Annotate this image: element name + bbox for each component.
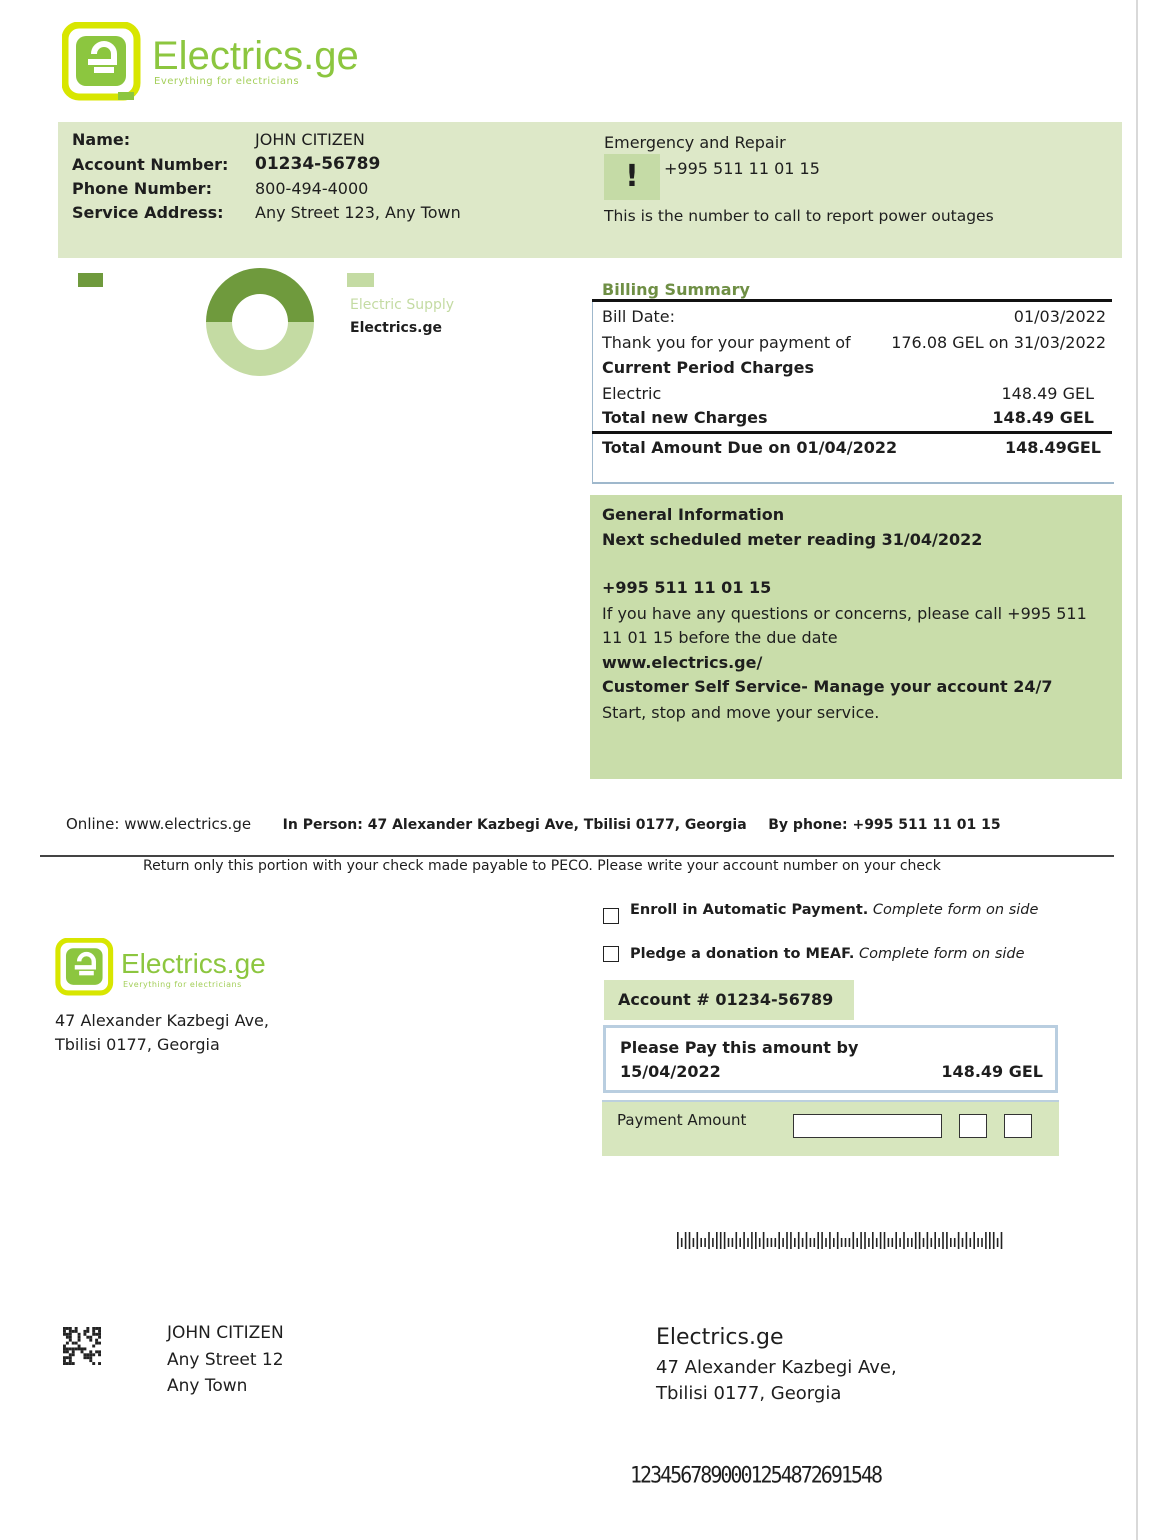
payment-amount-panel xyxy=(602,1100,1059,1156)
qr-module xyxy=(63,1350,66,1353)
barcode-bar xyxy=(841,1238,843,1247)
qr-module xyxy=(63,1327,66,1330)
qr-module xyxy=(98,1333,101,1336)
barcode-bar xyxy=(728,1238,730,1247)
qr-module xyxy=(89,1359,92,1362)
account-info-band xyxy=(58,122,1122,258)
barcode-bar xyxy=(911,1238,913,1247)
next-meter-reading: Next scheduled meter reading 31/04/2022 xyxy=(602,530,983,549)
barcode-bar xyxy=(876,1238,878,1247)
qr-module xyxy=(66,1336,69,1339)
qr-module xyxy=(69,1327,72,1330)
qr-module xyxy=(95,1327,98,1330)
billing-top-rule xyxy=(592,299,1112,302)
qr-module xyxy=(92,1327,95,1330)
qr-module xyxy=(69,1333,72,1336)
barcode-bar xyxy=(915,1232,917,1249)
barcode-bar xyxy=(884,1232,886,1249)
qr-module xyxy=(83,1333,86,1336)
qr-module xyxy=(98,1342,101,1345)
qr-module xyxy=(72,1362,75,1365)
qr-module xyxy=(86,1336,89,1339)
barcode-bar xyxy=(771,1238,773,1247)
mail-from-name: Electrics.ge xyxy=(656,1325,784,1350)
phone-contact: By phone: +995 511 11 01 15 xyxy=(768,817,1001,833)
qr-module xyxy=(83,1356,86,1359)
account-number: 01234-56789 xyxy=(255,154,381,174)
emergency-title: Emergency and Repair xyxy=(604,133,786,152)
stub-address-line-1: 47 Alexander Kazbegi Ave, xyxy=(55,1011,269,1030)
barcode-bar xyxy=(697,1232,699,1249)
mail-from-street: 47 Alexander Kazbegi Ave, xyxy=(656,1357,897,1378)
barcode-bar xyxy=(806,1232,808,1249)
qr-module xyxy=(69,1347,72,1350)
barcode-bar xyxy=(681,1238,683,1247)
barcode-bar xyxy=(759,1238,761,1247)
qr-module xyxy=(66,1333,69,1336)
barcode-bar xyxy=(970,1238,972,1247)
barcode-bar xyxy=(892,1238,894,1247)
self-service-line: Customer Self Service- Manage your account 24/7 xyxy=(602,677,1053,696)
qr-module xyxy=(72,1347,75,1350)
barcode-bar xyxy=(677,1232,679,1249)
online-contact[interactable]: Online: www.electrics.ge xyxy=(66,815,252,833)
legend-swatch-electrics xyxy=(347,273,374,287)
barcode-bar xyxy=(899,1238,901,1247)
phone-label: Phone Number: xyxy=(72,179,212,198)
payment-thanks-label: Thank you for your payment of xyxy=(602,333,851,352)
payment-amount-input[interactable] xyxy=(793,1114,942,1138)
qr-module xyxy=(89,1339,92,1342)
pay-by-date: 15/04/2022 xyxy=(620,1062,721,1081)
total-new-value: 148.49 GEL xyxy=(992,408,1094,427)
barcode-bar xyxy=(778,1232,780,1249)
barcode-bar xyxy=(736,1232,738,1249)
qr-module xyxy=(72,1353,75,1356)
pledge-donation-text: Pledge a donation to MEAF. xyxy=(630,946,855,962)
legend-label-electrics: Electrics.ge xyxy=(350,320,443,336)
barcode-bar xyxy=(700,1238,702,1247)
qr-module xyxy=(63,1330,66,1333)
qr-module xyxy=(89,1350,92,1353)
qr-module xyxy=(78,1347,81,1350)
qr-module xyxy=(89,1336,92,1339)
pay-by-label: Please Pay this amount by xyxy=(620,1038,859,1057)
qr-module xyxy=(75,1347,78,1350)
usage-donut-chart xyxy=(205,267,315,377)
name-label: Name: xyxy=(72,130,131,149)
qr-module xyxy=(98,1336,101,1339)
barcode-bar xyxy=(946,1232,948,1249)
service-address: Any Street 123, Any Town xyxy=(255,203,461,222)
qr-module xyxy=(69,1336,72,1339)
qr-module xyxy=(86,1330,89,1333)
qr-module xyxy=(83,1347,86,1350)
tear-off-divider xyxy=(40,855,1114,857)
barcode-bar xyxy=(829,1232,831,1249)
enroll-autopay-label xyxy=(630,902,1038,918)
barcode-bar xyxy=(821,1232,823,1249)
barcode-bar xyxy=(790,1232,792,1249)
barcode-bar xyxy=(782,1238,784,1247)
qr-module xyxy=(86,1353,89,1356)
questions-line-1: If you have any questions or concerns, please call +995 511 xyxy=(602,604,1087,623)
barcode-bar xyxy=(693,1238,695,1247)
barcode-bar xyxy=(849,1238,851,1247)
barcode-bar xyxy=(814,1238,816,1247)
qr-module xyxy=(92,1353,95,1356)
address-label: Service Address: xyxy=(72,203,224,222)
barcode-bar xyxy=(845,1238,847,1247)
qr-module xyxy=(89,1356,92,1359)
barcode-bar xyxy=(689,1232,691,1249)
qr-module xyxy=(69,1356,72,1359)
barcode-bar xyxy=(962,1238,964,1247)
qr-module xyxy=(69,1359,72,1362)
emergency-note: This is the number to call to report power outages xyxy=(604,207,994,225)
barcode-bar xyxy=(931,1238,933,1247)
barcode-bar xyxy=(755,1232,757,1249)
barcode-bar xyxy=(708,1232,710,1249)
barcode-bar xyxy=(724,1232,726,1249)
barcode-bar xyxy=(895,1232,897,1249)
barcode-bar xyxy=(786,1232,788,1249)
donut-slice-1 xyxy=(206,268,314,322)
amount-due-value: 148.49GEL xyxy=(1005,438,1101,457)
qr-module xyxy=(75,1330,78,1333)
barcode-bar xyxy=(868,1238,870,1247)
barcode-bar xyxy=(775,1238,777,1247)
barcode-bar xyxy=(923,1238,925,1247)
qr-module xyxy=(92,1330,95,1333)
qr-module xyxy=(98,1362,101,1365)
pledge-donation-label xyxy=(630,946,1025,962)
page-edge-rule xyxy=(1136,0,1138,1540)
postal-barcode xyxy=(677,1230,1007,1252)
barcode-bar xyxy=(907,1238,909,1247)
logo-mark-icon xyxy=(62,22,142,104)
barcode-bar xyxy=(716,1232,718,1249)
mail-to-town: Any Town xyxy=(167,1376,248,1396)
qr-module xyxy=(63,1356,66,1359)
qr-module xyxy=(92,1362,95,1365)
qr-module xyxy=(98,1327,101,1330)
barcode-bar xyxy=(856,1238,858,1247)
amount-due-label: Total Amount Due on 01/04/2022 xyxy=(602,438,898,457)
pledge-donation-note: Complete form on side xyxy=(858,946,1025,962)
questions-line-2: 11 01 15 before the due date xyxy=(602,628,838,647)
emergency-phone: +995 511 11 01 15 xyxy=(664,159,820,178)
barcode-bar xyxy=(942,1232,944,1249)
qr-module xyxy=(63,1359,66,1362)
barcode-bar xyxy=(950,1238,952,1247)
barcode-bar xyxy=(802,1238,804,1247)
qr-module xyxy=(78,1345,81,1348)
qr-module xyxy=(66,1327,69,1330)
barcode-bar xyxy=(767,1238,769,1247)
pay-by-amount: 148.49 GEL xyxy=(941,1062,1043,1081)
stub-logo-tagline: Everything for electricians xyxy=(123,980,242,989)
return-instructions: Return only this portion with your check made payable to PECO. Please write your account number on your check xyxy=(143,858,941,874)
qr-module xyxy=(78,1333,81,1336)
barcode-bar xyxy=(903,1232,905,1249)
stub-address-line-2: Tbilisi 0177, Georgia xyxy=(55,1035,220,1054)
barcode-bar xyxy=(747,1238,749,1247)
barcode-bar xyxy=(938,1238,940,1247)
qr-module xyxy=(72,1350,75,1353)
barcode-bar xyxy=(981,1238,983,1247)
barcode-bar xyxy=(872,1232,874,1249)
qr-module xyxy=(78,1339,81,1342)
contact-footer xyxy=(66,815,1001,833)
bill-date-value: 01/03/2022 xyxy=(1013,307,1106,326)
electric-value: 148.49 GEL xyxy=(1001,384,1094,403)
payment-cents-box-1[interactable] xyxy=(959,1114,987,1138)
barcode-bar xyxy=(739,1238,741,1247)
barcode-bar xyxy=(720,1232,722,1249)
barcode-bar xyxy=(985,1232,987,1249)
customer-phone: 800-494-4000 xyxy=(255,179,369,198)
billing-bottom-rule xyxy=(592,482,1114,484)
general-phone: +995 511 11 01 15 xyxy=(602,578,772,597)
billing-left-rule xyxy=(592,302,593,482)
barcode-bar xyxy=(954,1238,956,1247)
qr-module xyxy=(69,1353,72,1356)
qr-module xyxy=(95,1339,98,1342)
barcode-bar xyxy=(817,1232,819,1249)
qr-module xyxy=(95,1350,98,1353)
barcode-bar xyxy=(1001,1232,1003,1249)
barcode-bar xyxy=(810,1238,812,1247)
barcode-bar xyxy=(704,1238,706,1247)
enroll-autopay-note: Complete form on side xyxy=(872,902,1039,918)
barcode-bar xyxy=(743,1232,745,1249)
barcode-bar xyxy=(712,1238,714,1247)
electric-label: Electric xyxy=(602,384,662,403)
stub-logo xyxy=(55,938,285,1000)
barcode-bar xyxy=(927,1232,929,1249)
qr-module xyxy=(66,1347,69,1350)
qr-code-icon xyxy=(63,1327,101,1365)
barcode-bar xyxy=(685,1232,687,1249)
qr-module xyxy=(86,1327,89,1330)
legend-label-supply: Electric Supply xyxy=(350,297,455,313)
mail-to-name: JOHN CITIZEN xyxy=(167,1323,284,1343)
barcode-bar xyxy=(997,1238,999,1247)
qr-module xyxy=(98,1330,101,1333)
qr-module xyxy=(66,1362,69,1365)
qr-module xyxy=(78,1336,81,1339)
stub-account-number: Account # 01234-56789 xyxy=(604,980,854,1020)
barcode-bar xyxy=(751,1232,753,1249)
enroll-autopay-checkbox[interactable] xyxy=(603,908,619,924)
barcode-bar xyxy=(798,1232,800,1249)
qr-module xyxy=(95,1342,98,1345)
barcode-bar xyxy=(977,1238,979,1247)
qr-module xyxy=(98,1350,101,1353)
qr-module xyxy=(69,1330,72,1333)
stub-logo-text: Electrics.ge xyxy=(121,948,266,979)
barcode-bar xyxy=(864,1232,866,1249)
barcode-bar xyxy=(888,1238,890,1247)
qr-module xyxy=(83,1353,86,1356)
pay-by-box xyxy=(603,1025,1058,1093)
qr-module xyxy=(75,1342,78,1345)
qr-module xyxy=(98,1353,101,1356)
qr-module xyxy=(63,1362,66,1365)
barcode-bar xyxy=(837,1232,839,1249)
logo-tagline: Everything for electricians xyxy=(154,76,300,87)
pledge-donation-checkbox[interactable] xyxy=(603,946,619,962)
barcode-bar xyxy=(958,1232,960,1249)
logo-text: Electrics.ge xyxy=(152,34,359,78)
barcode-bar xyxy=(763,1232,765,1249)
qr-module xyxy=(81,1347,84,1350)
billing-total-rule xyxy=(592,431,1112,434)
website-link[interactable]: www.electrics.ge/ xyxy=(602,653,763,672)
qr-module xyxy=(63,1333,66,1336)
payment-cents-box-2[interactable] xyxy=(1004,1114,1032,1138)
barcode-bar xyxy=(825,1238,827,1247)
qr-module xyxy=(72,1342,75,1345)
barcode-bar xyxy=(919,1232,921,1249)
barcode-bar xyxy=(853,1232,855,1249)
qr-module xyxy=(69,1339,72,1342)
scan-line-number: 1234567890001254872691548 xyxy=(630,1461,882,1489)
qr-module xyxy=(92,1333,95,1336)
in-person-contact: In Person: 47 Alexander Kazbegi Ave, Tbilisi 0177, Georgia xyxy=(282,817,747,833)
qr-module xyxy=(69,1362,72,1365)
barcode-bar xyxy=(880,1232,882,1249)
bill-date-label: Bill Date: xyxy=(602,307,676,326)
qr-module xyxy=(95,1333,98,1336)
qr-module xyxy=(66,1356,69,1359)
exclamation-icon: ! xyxy=(604,154,660,200)
barcode-bar xyxy=(794,1238,796,1247)
qr-module xyxy=(72,1330,75,1333)
qr-module xyxy=(66,1342,69,1345)
qr-module xyxy=(86,1356,89,1359)
barcode-bar xyxy=(732,1238,734,1247)
qr-module xyxy=(83,1330,86,1333)
barcode-bar xyxy=(989,1232,991,1249)
logo xyxy=(62,22,362,104)
barcode-bar xyxy=(833,1238,835,1247)
mail-from-city: Tbilisi 0177, Georgia xyxy=(656,1383,842,1404)
qr-module xyxy=(63,1345,66,1348)
payment-thanks-value: 176.08 GEL on 31/03/2022 xyxy=(891,333,1106,352)
customer-name: JOHN CITIZEN xyxy=(255,130,365,149)
current-charges-heading: Current Period Charges xyxy=(602,358,814,377)
start-stop-line: Start, stop and move your service. xyxy=(602,703,880,722)
payment-amount-label: Payment Amount xyxy=(617,1111,747,1129)
general-info-title: General Information xyxy=(602,505,785,524)
enroll-autopay-text: Enroll in Automatic Payment. xyxy=(630,902,869,918)
qr-module xyxy=(92,1345,95,1348)
barcode-bar xyxy=(966,1232,968,1249)
legend-swatch-supply xyxy=(78,273,103,287)
qr-module xyxy=(63,1347,66,1350)
barcode-bar xyxy=(993,1232,995,1249)
total-new-label: Total new Charges xyxy=(602,408,768,427)
billing-summary-title: Billing Summary xyxy=(602,280,750,299)
qr-module xyxy=(66,1350,69,1353)
donut-slice-2 xyxy=(206,322,314,376)
barcode-bar xyxy=(973,1232,975,1249)
qr-module xyxy=(89,1353,92,1356)
mail-to-street: Any Street 12 xyxy=(167,1350,284,1370)
account-label: Account Number: xyxy=(72,155,229,174)
barcode-bar xyxy=(860,1232,862,1249)
qr-module xyxy=(75,1327,78,1330)
logo-mark-icon xyxy=(55,938,115,998)
qr-module xyxy=(81,1350,84,1353)
barcode-bar xyxy=(934,1232,936,1249)
